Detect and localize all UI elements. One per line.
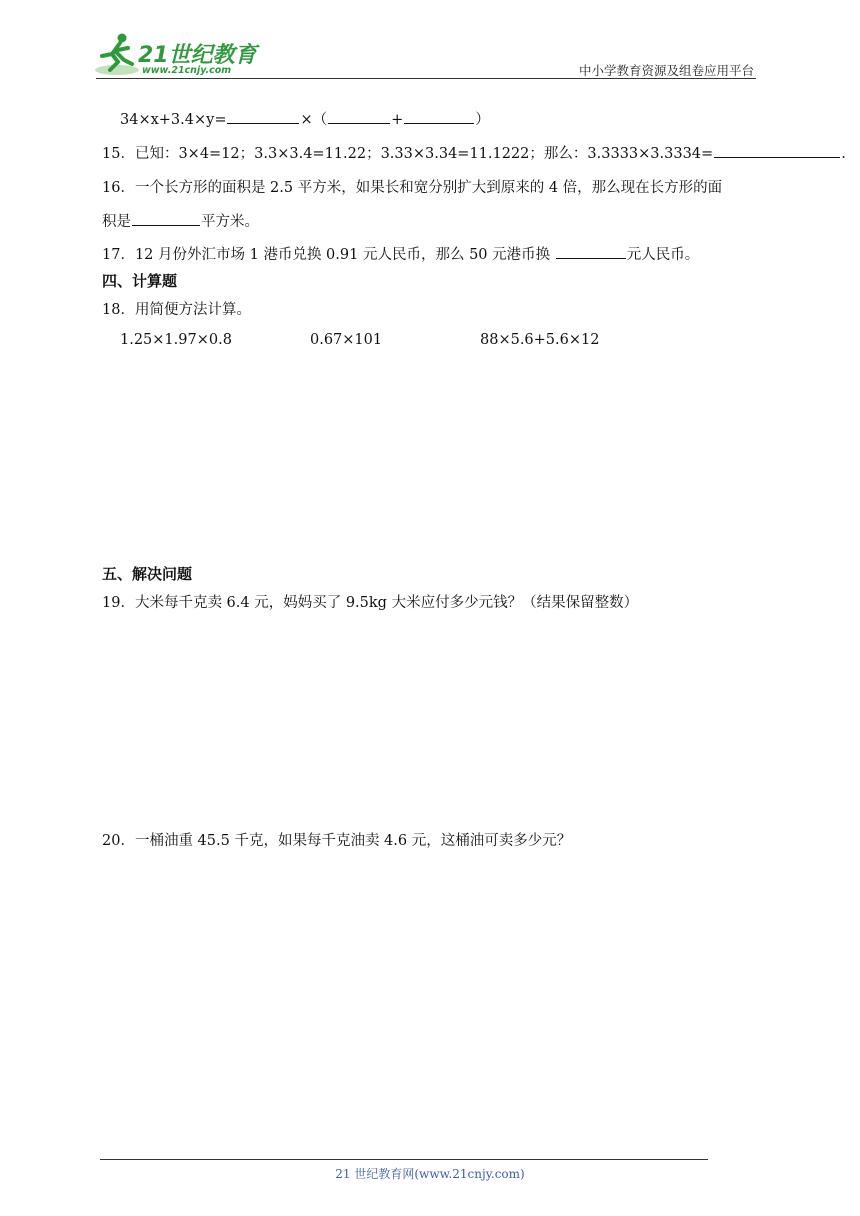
q14-blank-2	[328, 109, 390, 124]
expression-1: 1.25×1.97×0.8	[120, 332, 232, 348]
logo	[92, 30, 262, 80]
q16-lead: 积是	[102, 214, 131, 230]
q16-blank	[132, 211, 200, 226]
question-19: 19．大米每千克卖 6.4 元，妈妈买了 9.5kg 大米应付多少元钱？（结果保留整数）	[102, 595, 639, 611]
q17-lead: 17．12 月份外汇市场 1 港币兑换 0.91 元人民币，那么 50 元港币换	[102, 247, 551, 263]
question-20: 20．一桶油重 45.5 千克，如果每千克油卖 4.6 元，这桶油可卖多少元？	[102, 833, 572, 849]
q17-tail: 元人民币。	[626, 247, 700, 263]
section-5-title: 五、解决问题	[102, 565, 193, 583]
q14-blank-1	[227, 109, 299, 124]
q14-line	[120, 108, 490, 129]
q14-lead: 34×x+3.4×y=	[120, 112, 227, 128]
footer-text: 21 世纪教育网(www.21cnjy.com)	[335, 1167, 525, 1181]
header-divider	[96, 78, 756, 79]
expression-2: 0.67×101	[310, 332, 383, 348]
q15-blank	[714, 143, 840, 158]
logo-url: www.21cnjy.com	[142, 65, 232, 76]
q14-close: ）	[475, 112, 490, 128]
platform-text: 中小学教育资源及组卷应用平台	[578, 63, 754, 78]
question-15	[102, 142, 846, 163]
q15-text: 15．已知：3×4=12；3.3×3.4=11.22；3.33×3.34=11.1222；那么：3.3333×3.3334=	[102, 146, 714, 162]
question-17	[102, 243, 699, 264]
expression-3: 88×5.6+5.6×12	[480, 332, 600, 348]
question-16-line-2	[102, 210, 259, 231]
q14-times: ×（	[300, 112, 328, 128]
q15-end: .	[841, 146, 846, 162]
q17-blank	[556, 244, 626, 259]
logo-text: 21世纪教育	[138, 43, 257, 68]
question-18: 18．用简便方法计算。	[102, 302, 251, 318]
section-4-title: 四、计算题	[102, 272, 178, 290]
q14-blank-3	[404, 109, 474, 124]
q16-tail: 平方米。	[201, 214, 259, 230]
q14-plus: +	[391, 112, 404, 128]
footer-divider	[100, 1159, 708, 1160]
runner-logo-icon	[92, 30, 142, 78]
question-16-line-1: 16．一个长方形的面积是 2.5 平方米，如果长和宽分别扩大到原来的 4 倍，那么现在长方形的面	[102, 180, 723, 196]
